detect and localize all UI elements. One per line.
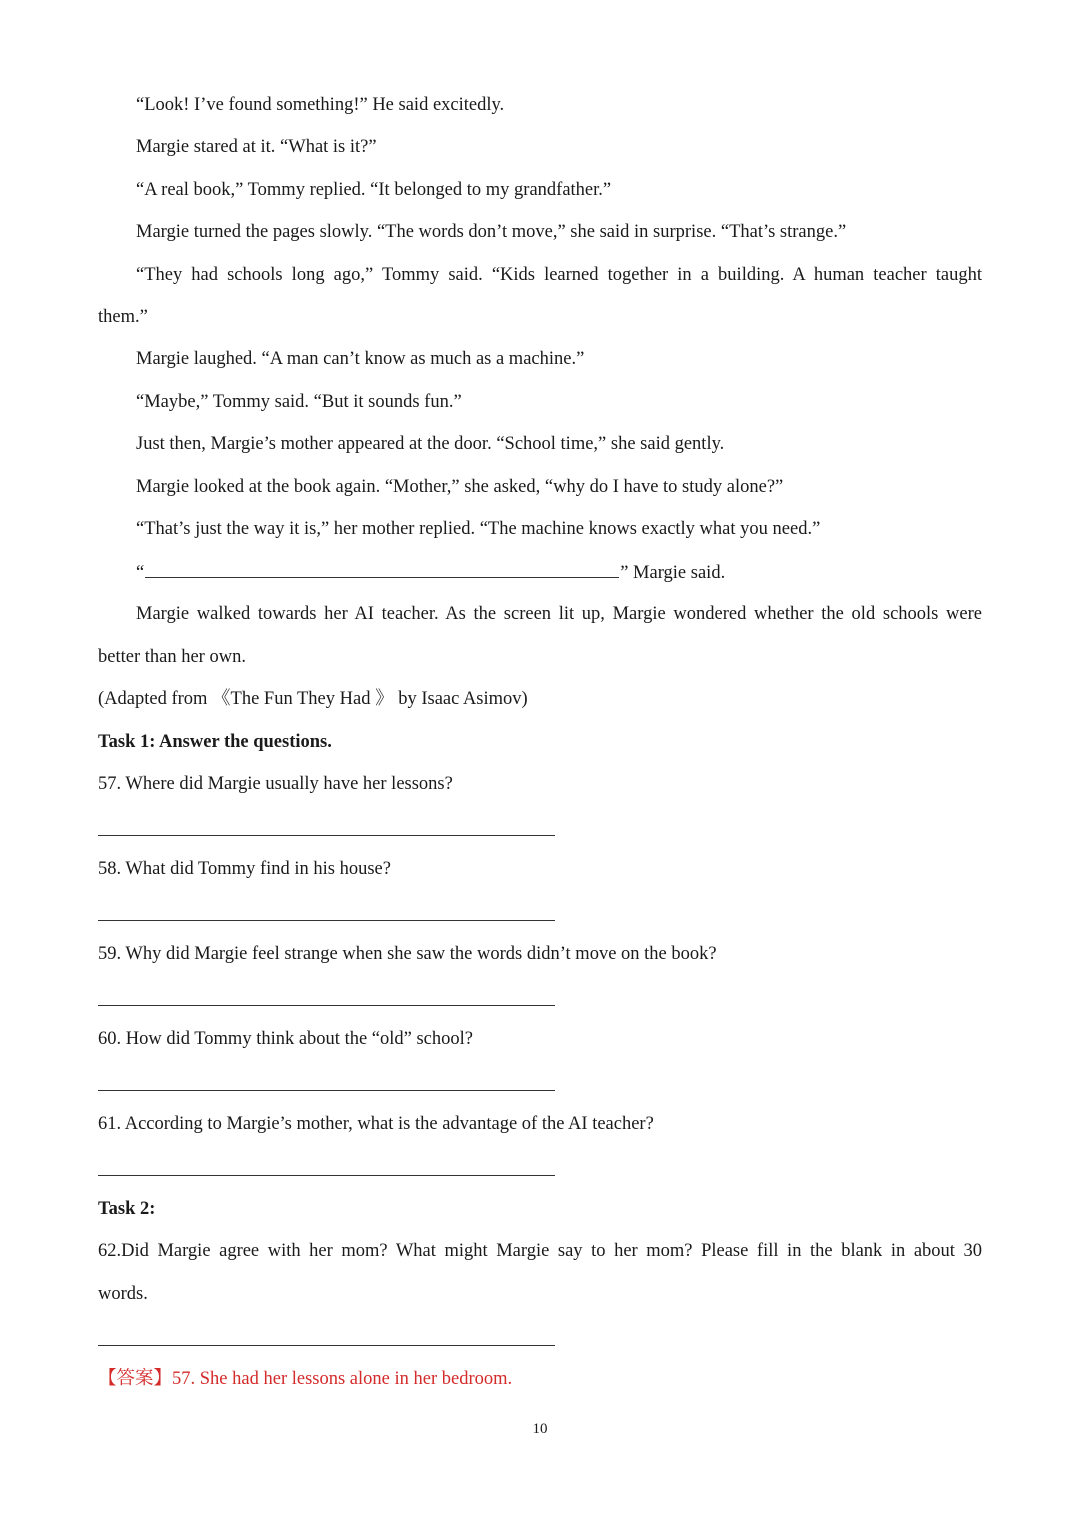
answer-line-60[interactable] (98, 1090, 555, 1091)
story-paragraph-continuation: them.” (98, 307, 148, 327)
story-paragraph: Margie walked towards her AI teacher. As the screen lit up, Margie wondered whether the old schools were (136, 604, 982, 624)
question-57: 57. Where did Margie usually have her lessons? (98, 774, 453, 794)
story-paragraph: “A real book,” Tommy replied. “It belonged to my grandfather.” (136, 180, 612, 200)
story-paragraph: Margie laughed. “A man can’t know as much as a machine.” (136, 349, 585, 369)
page-number: 10 (532, 1421, 548, 1437)
close-quote: ” Margie said. (620, 563, 726, 583)
story-paragraph: Just then, Margie’s mother appeared at the door. “School time,” she said gently. (136, 434, 725, 454)
question-60: 60. How did Tommy think about the “old” school? (98, 1029, 473, 1049)
story-paragraph: Margie looked at the book again. “Mother,” she asked, “why do I have to study alone?” (136, 477, 784, 497)
story-paragraph: “That’s just the way it is,” her mother replied. “The machine knows exactly what you need.” (136, 519, 821, 539)
story-paragraph: Margie turned the pages slowly. “The words don’t move,” she said in surprise. “That’s strange.” (136, 222, 847, 242)
answer-label: 【答案】 (98, 1369, 173, 1389)
answer-key (98, 1367, 982, 1391)
question-61: 61. According to Margie’s mother, what is the advantage of the AI teacher? (98, 1114, 654, 1134)
source-citation: (Adapted from 《The Fun They Had 》 by Isaac Asimov) (98, 689, 528, 709)
task2-heading: Task 2: (98, 1199, 156, 1219)
story-paragraph: “Look! I’ve found something!” He said excitedly. (136, 95, 505, 115)
question-59: 59. Why did Margie feel strange when she saw the words didn’t move on the book? (98, 944, 717, 964)
answer-text: 57. She had her lessons alone in her bedroom. (172, 1369, 513, 1389)
answer-line-62[interactable] (98, 1345, 555, 1346)
task1-heading: Task 1: Answer the questions. (98, 732, 332, 752)
answer-line-58[interactable] (98, 920, 555, 921)
story-paragraph: Margie stared at it. “What is it?” (136, 137, 377, 157)
story-paragraph: “They had schools long ago,” Tommy said. “Kids learned together in a building. A human teacher taught (136, 265, 982, 285)
story-paragraph: “Maybe,” Tommy said. “But it sounds fun.” (136, 392, 462, 412)
answer-line-59[interactable] (98, 1005, 555, 1006)
question-58: 58. What did Tommy find in his house? (98, 859, 391, 879)
answer-line-57[interactable] (98, 835, 555, 836)
question-62: 62.Did Margie agree with her mom? What might Margie say to her mom? Please fill in the blank in about 30 (98, 1241, 982, 1261)
open-quote: “ (136, 563, 145, 583)
fill-in-sentence (136, 560, 982, 585)
story-paragraph-continuation: better than her own. (98, 647, 246, 667)
margie-reply-blank[interactable] (145, 560, 619, 578)
question-62-continuation: words. (98, 1284, 148, 1304)
answer-line-61[interactable] (98, 1175, 555, 1176)
